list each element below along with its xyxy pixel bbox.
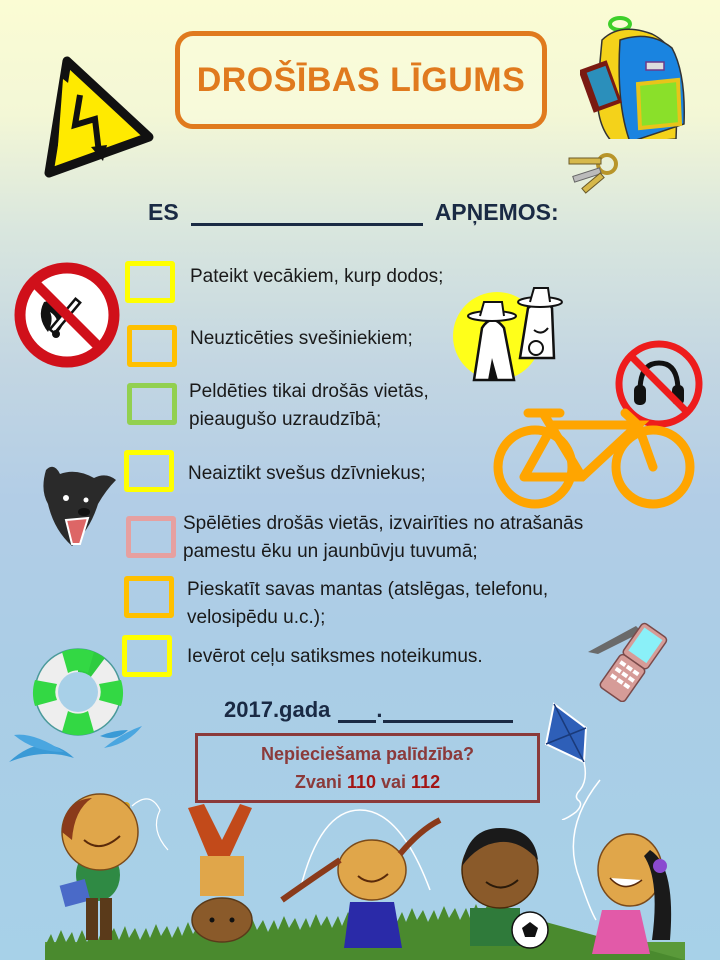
pledge-prefix: ES (148, 199, 179, 225)
item-line: pamestu ēku un jaunbūvju tuvumā; (183, 541, 478, 562)
angry-dog-icon (36, 460, 120, 550)
help-question: Nepieciešama palīdzība? (260, 744, 475, 764)
item-6-text (187, 576, 548, 632)
checkbox-6[interactable] (124, 576, 174, 618)
high-voltage-warning-icon (25, 55, 155, 185)
checkbox-4[interactable] (124, 450, 174, 492)
checkbox-1[interactable] (125, 261, 175, 303)
item-5-text (183, 510, 583, 566)
item-1-text (190, 263, 443, 291)
checkbox-2[interactable] (127, 325, 177, 367)
strangers-icon (452, 278, 582, 388)
mobile-phone-icon (588, 612, 668, 702)
call-label: Zvani (294, 772, 342, 792)
item-line: Ievērot ceļu satiksmes noteikumus. (187, 646, 483, 667)
bicycle-icon (488, 405, 700, 513)
date-prefix: 2017.gada (224, 697, 331, 722)
title-box (175, 31, 547, 129)
item-line: Pieskatīt savas mantas (atslēgas, telefonu, (187, 579, 549, 600)
checkbox-3[interactable] (127, 383, 177, 425)
item-7-text (187, 643, 483, 671)
life-buoy-icon (4, 640, 144, 765)
item-line: Spēlēties drošās vietās, izvairīties no atrašanās (183, 513, 584, 534)
date-separator: . (376, 697, 383, 722)
item-line: velosipēdu u.c.); (187, 607, 326, 628)
police-number: 110 (346, 772, 376, 792)
children-playing-illustration (0, 770, 720, 960)
no-fire-sign-icon (14, 262, 120, 368)
keys-icon (565, 150, 620, 195)
item-line: pieaugušo uzraudzībā; (189, 409, 382, 430)
day-blank[interactable] (338, 703, 376, 723)
checkbox-5[interactable] (126, 516, 176, 558)
page-title: DROŠĪBAS LĪGUMS (196, 60, 526, 99)
item-line: Pateikt vecākiem, kurp dodos; (190, 266, 444, 287)
month-blank[interactable] (383, 703, 513, 723)
item-2-text (190, 325, 413, 353)
emergency-number: 112 (411, 772, 441, 792)
item-line: Neuzticēties svešiniekiem; (190, 328, 413, 349)
pledge-suffix: APŅEMOS: (434, 199, 559, 225)
item-4-text (188, 460, 426, 488)
item-3-text (189, 378, 429, 434)
item-line: Neaiztikt svešus dzīvniekus; (188, 463, 426, 484)
item-line: Peldēties tikai drošās vietās, (189, 381, 429, 402)
name-blank[interactable] (191, 202, 423, 226)
date-line (224, 697, 513, 723)
backpack-icon (580, 14, 695, 139)
pledge-line (148, 192, 568, 226)
call-conj: vai (381, 772, 407, 792)
